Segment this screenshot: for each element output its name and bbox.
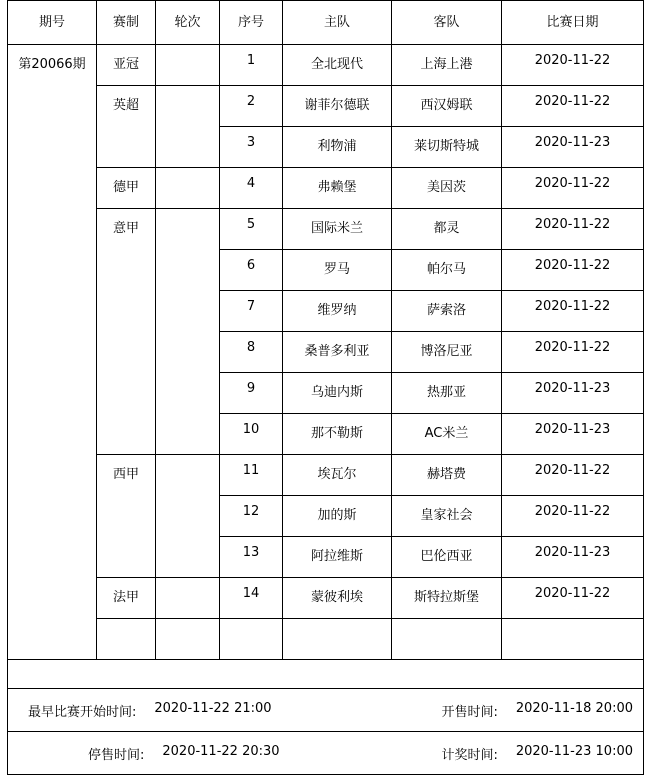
sale-stop-value: 2020-11-22 20:30 bbox=[162, 743, 280, 759]
empty-cell bbox=[283, 619, 392, 660]
league-cell: 亚冠 bbox=[97, 45, 156, 86]
number-cell: 13 bbox=[220, 537, 283, 578]
date-cell: 2020-11-22 bbox=[502, 45, 644, 86]
away-team-cell: 博洛尼亚 bbox=[392, 332, 502, 373]
table-row bbox=[8, 455, 644, 496]
league-cell: 西甲 bbox=[97, 455, 156, 578]
away-team-cell: 赫塔费 bbox=[392, 455, 502, 496]
number-cell: 3 bbox=[220, 127, 283, 168]
round-cell bbox=[156, 455, 220, 578]
header-home: 主队 bbox=[283, 1, 392, 45]
table-row bbox=[8, 86, 644, 127]
footer-row bbox=[8, 689, 644, 732]
away-team-cell: 斯特拉斯堡 bbox=[392, 578, 502, 619]
home-team-cell: 谢菲尔德联 bbox=[283, 86, 392, 127]
empty-cell bbox=[502, 619, 644, 660]
away-team-cell: 西汉姆联 bbox=[392, 86, 502, 127]
round-cell bbox=[156, 86, 220, 168]
header-round: 轮次 bbox=[156, 1, 220, 45]
round-cell bbox=[156, 209, 220, 455]
footer-row bbox=[8, 732, 644, 775]
number-cell: 1 bbox=[220, 45, 283, 86]
date-cell: 2020-11-22 bbox=[502, 86, 644, 127]
number-cell: 8 bbox=[220, 332, 283, 373]
home-team-cell: 利物浦 bbox=[283, 127, 392, 168]
issue-cell: 第20066期 bbox=[8, 45, 97, 660]
prize-time-label: 计奖时间: bbox=[441, 747, 498, 763]
number-cell: 12 bbox=[220, 496, 283, 537]
date-cell: 2020-11-22 bbox=[502, 455, 644, 496]
footer-cell bbox=[8, 689, 644, 732]
home-team-cell: 维罗纳 bbox=[283, 291, 392, 332]
header-number: 序号 bbox=[220, 1, 283, 45]
spacer-row bbox=[8, 660, 644, 689]
sale-start-value: 2020-11-18 20:00 bbox=[515, 700, 633, 716]
league-cell: 英超 bbox=[97, 86, 156, 168]
away-team-cell: 都灵 bbox=[392, 209, 502, 250]
home-team-cell: 阿拉维斯 bbox=[283, 537, 392, 578]
prize-time-value: 2020-11-23 10:00 bbox=[515, 743, 633, 759]
date-cell: 2020-11-22 bbox=[502, 250, 644, 291]
away-team-cell: 热那亚 bbox=[392, 373, 502, 414]
date-cell: 2020-11-23 bbox=[502, 414, 644, 455]
header-league: 赛制 bbox=[97, 1, 156, 45]
home-team-cell: 国际米兰 bbox=[283, 209, 392, 250]
empty-cell bbox=[220, 619, 283, 660]
away-team-cell: 萨索洛 bbox=[392, 291, 502, 332]
empty-cell bbox=[156, 619, 220, 660]
date-cell: 2020-11-23 bbox=[502, 127, 644, 168]
home-team-cell: 加的斯 bbox=[283, 496, 392, 537]
league-cell: 德甲 bbox=[97, 168, 156, 209]
home-team-cell: 那不勒斯 bbox=[283, 414, 392, 455]
date-cell: 2020-11-22 bbox=[502, 168, 644, 209]
date-cell: 2020-11-22 bbox=[502, 496, 644, 537]
number-cell: 14 bbox=[220, 578, 283, 619]
blank-cell bbox=[8, 660, 644, 689]
sale-stop-label: 停售时间: bbox=[88, 747, 145, 763]
home-team-cell: 罗马 bbox=[283, 250, 392, 291]
round-cell bbox=[156, 168, 220, 209]
date-cell: 2020-11-22 bbox=[502, 209, 644, 250]
table-row bbox=[8, 209, 644, 250]
sale-start-label: 开售时间: bbox=[441, 704, 498, 720]
header-issue: 期号 bbox=[8, 1, 97, 45]
date-cell: 2020-11-22 bbox=[502, 578, 644, 619]
earliest-start-value: 2020-11-22 21:00 bbox=[154, 700, 272, 716]
league-cell: 法甲 bbox=[97, 578, 156, 619]
number-cell: 4 bbox=[220, 168, 283, 209]
header-row bbox=[8, 1, 644, 45]
number-cell: 9 bbox=[220, 373, 283, 414]
table-row bbox=[8, 578, 644, 619]
away-team-cell: 帕尔马 bbox=[392, 250, 502, 291]
away-team-cell: 莱切斯特城 bbox=[392, 127, 502, 168]
number-cell: 10 bbox=[220, 414, 283, 455]
home-team-cell: 桑普多利亚 bbox=[283, 332, 392, 373]
date-cell: 2020-11-22 bbox=[502, 291, 644, 332]
away-team-cell: 美因茨 bbox=[392, 168, 502, 209]
table-row bbox=[8, 168, 644, 209]
empty-cell bbox=[392, 619, 502, 660]
number-cell: 6 bbox=[220, 250, 283, 291]
away-team-cell: 上海上港 bbox=[392, 45, 502, 86]
date-cell: 2020-11-23 bbox=[502, 537, 644, 578]
empty-cell bbox=[97, 619, 156, 660]
schedule-table bbox=[7, 0, 644, 775]
number-cell: 11 bbox=[220, 455, 283, 496]
round-cell bbox=[156, 45, 220, 86]
table-row bbox=[8, 45, 644, 86]
home-team-cell: 乌迪内斯 bbox=[283, 373, 392, 414]
league-cell: 意甲 bbox=[97, 209, 156, 455]
number-cell: 2 bbox=[220, 86, 283, 127]
number-cell: 7 bbox=[220, 291, 283, 332]
number-cell: 5 bbox=[220, 209, 283, 250]
round-cell bbox=[156, 578, 220, 619]
date-cell: 2020-11-23 bbox=[502, 373, 644, 414]
away-team-cell: AC米兰 bbox=[392, 414, 502, 455]
away-team-cell: 巴伦西亚 bbox=[392, 537, 502, 578]
home-team-cell: 埃瓦尔 bbox=[283, 455, 392, 496]
home-team-cell: 弗赖堡 bbox=[283, 168, 392, 209]
earliest-start-label: 最早比赛开始时间: bbox=[28, 704, 137, 720]
home-team-cell: 全北现代 bbox=[283, 45, 392, 86]
date-cell: 2020-11-22 bbox=[502, 332, 644, 373]
home-team-cell: 蒙彼利埃 bbox=[283, 578, 392, 619]
table-row bbox=[8, 619, 644, 660]
footer-cell bbox=[8, 732, 644, 775]
header-date: 比赛日期 bbox=[502, 1, 644, 45]
header-away: 客队 bbox=[392, 1, 502, 45]
away-team-cell: 皇家社会 bbox=[392, 496, 502, 537]
